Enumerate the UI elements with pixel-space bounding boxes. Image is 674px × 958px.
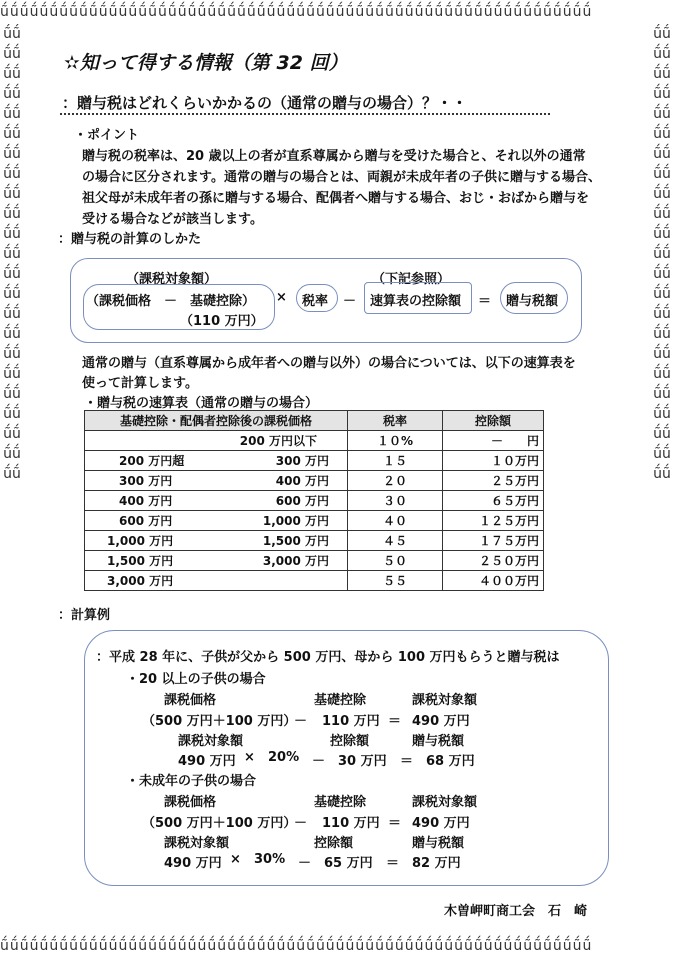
adult-l4-result: 68 万円 xyxy=(426,754,475,769)
ref-label: （下記参照） xyxy=(372,272,451,287)
price-cell: 1,000 万円 1,500 万円 xyxy=(85,531,348,551)
adult-l1-price: 課税価格 xyxy=(164,693,217,708)
deduction-cell: ２５万円 xyxy=(443,471,544,491)
minor-l1-taxable: 課税対象額 xyxy=(412,795,478,810)
page-title: ✫知って得する情報（第 32 回） xyxy=(64,52,348,74)
price-cell: 400 万円 600 万円 xyxy=(85,491,348,511)
table-row xyxy=(85,571,544,591)
minor-l1-price: 課税価格 xyxy=(164,795,217,810)
table-row xyxy=(85,431,544,451)
price-cell: 300 万円 400 万円 xyxy=(85,471,348,491)
price-cell: 200 万円以下 xyxy=(85,431,348,451)
minor-l4-times: × xyxy=(230,852,241,867)
minor-l4-equals: ＝ xyxy=(386,856,400,871)
deduction-cell: ４００万円 xyxy=(443,571,544,591)
deduction-label: 速算表の控除額 xyxy=(370,294,462,309)
price-cell: 3,000 万円 xyxy=(85,571,348,591)
adult-l3-taxable: 課税対象額 xyxy=(178,734,244,749)
footer-author: 木曽岬町商工会 石 崎 xyxy=(444,904,588,919)
rate-cell: １５ xyxy=(348,451,443,471)
border-bottom: ṹṹṹṹṹṹṹṹṹṹṹṹṹṹṹṹṹṹṹṹṹṹṹṹṹṹṹṹṹṹṹṹṹṹṹṹṹṹṹṹṹṹṹṹṹṹṹṹṹṹṹṹṹṹṹṹṹṹṹṹ xyxy=(0,938,593,954)
minor-l3-taxable: 課税対象額 xyxy=(164,836,230,851)
deduction-cell: － 円 xyxy=(443,431,544,451)
table-caption: ・贈与税の速算表（通常の贈与の場合） xyxy=(84,396,319,411)
adult-l1-basic: 基礎控除 xyxy=(314,693,367,708)
page-subtitle: ：贈与税はどれくらいかかるの（通常の贈与の場合）？・・ xyxy=(62,94,468,112)
minor-l1-basic: 基礎控除 xyxy=(314,795,367,810)
rate-cell: ３０ xyxy=(348,491,443,511)
point-line-4: 受ける場合などが該当します。 xyxy=(82,212,263,227)
minor-l4-deduction: 65 万円 xyxy=(324,856,373,871)
rate-label: 税率 xyxy=(302,294,329,309)
price-cell: 200 万円超 300 万円 xyxy=(85,451,348,471)
adult-l2-sum: （500 万円＋100 万円） xyxy=(142,714,297,729)
adult-l4-equals: ＝ xyxy=(400,754,414,769)
adult-l4-times: × xyxy=(244,750,255,765)
deduction-cell: １２５万円 xyxy=(443,511,544,531)
adult-l4-rate: 20% xyxy=(268,750,300,765)
deduction-cell: １７５万円 xyxy=(443,531,544,551)
example-heading: ：計算例 xyxy=(58,608,111,623)
adult-l4-taxable: 490 万円 xyxy=(178,754,236,769)
border-left: ṹṹṹṹṹṹṹṹṹṹṹṹṹṹṹṹṹṹṹṹṹṹṹṹṹṹṹṹṹṹṹṹṹṹṹṹṹṹṹṹṹṹṹṹṹṹ xyxy=(3,26,21,482)
price-cell: 1,500 万円 3,000 万円 xyxy=(85,551,348,571)
note-line-2: 使って計算します。 xyxy=(82,376,198,391)
point-line-1: 贈与税の税率は、20 歳以上の者が直系尊属から贈与を受けた場合と、それ以外の通常 xyxy=(82,149,586,164)
point-line-2: の場合に区分されます。通常の贈与の場合とは、両親が未成年者の子供に贈与する場合、 xyxy=(82,170,601,185)
rate-cell: ２０ xyxy=(348,471,443,491)
basic-deduction: （110 万円） xyxy=(180,314,264,329)
minor-l2-taxable: 490 万円 xyxy=(412,816,470,831)
rate-cell: ４０ xyxy=(348,511,443,531)
times-sign: × xyxy=(276,290,287,305)
result-label: 贈与税額 xyxy=(506,294,559,309)
rate-table xyxy=(84,410,544,591)
adult-l1-taxable: 課税対象額 xyxy=(412,693,478,708)
adult-l2-basic: 110 万円 xyxy=(322,714,380,729)
adult-heading: ・20 以上の子供の場合 xyxy=(126,672,266,687)
adult-l4-deduction: 30 万円 xyxy=(338,754,387,769)
adult-l2-taxable: 490 万円 xyxy=(412,714,470,729)
point-line-3: 祖父母が未成年者の孫に贈与する場合、配偶者へ贈与する場合、おじ・おばから贈与を xyxy=(82,191,590,206)
minor-l2-sum: （500 万円＋100 万円） xyxy=(142,816,297,831)
minor-l4-result: 82 万円 xyxy=(412,856,461,871)
rate-cell: １０% xyxy=(348,431,443,451)
adult-l3-deduction: 控除額 xyxy=(330,734,370,749)
calc-method-heading: ：贈与税の計算のしかた xyxy=(58,232,202,247)
minor-l3-result: 贈与税額 xyxy=(412,836,465,851)
minor-l2-basic: 110 万円 xyxy=(322,816,380,831)
minus-sign: － xyxy=(343,294,357,309)
table-row xyxy=(85,451,544,471)
minor-l4-rate: 30% xyxy=(254,852,286,867)
border-right: ṹṹṹṹṹṹṹṹṹṹṹṹṹṹṹṹṹṹṹṹṹṹṹṹṹṹṹṹṹṹṹṹṹṹṹṹṹṹṹṹṹṹṹṹṹṹ xyxy=(653,26,671,482)
minor-heading: ・未成年の子供の場合 xyxy=(126,774,257,789)
minor-l2-equals: ＝ xyxy=(388,816,402,831)
point-heading: ・ポイント xyxy=(74,128,140,143)
price-cell: 600 万円 1,000 万円 xyxy=(85,511,348,531)
adult-l3-result: 贈与税額 xyxy=(412,734,465,749)
table-header-row xyxy=(85,411,544,431)
note-line-1: 通常の贈与（直系尊属から成年者への贈与以外）の場合については、以下の速算表を xyxy=(82,356,576,371)
header-deduction: 控除額 xyxy=(443,411,544,431)
border-top: ṹṹṹṹṹṹṹṹṹṹṹṹṹṹṹṹṹṹṹṹṹṹṹṹṹṹṹṹṹṹṹṹṹṹṹṹṹṹṹṹṹṹṹṹṹṹṹṹṹṹṹṹṹṹṹṹṹṹṹṹ xyxy=(0,4,593,20)
deduction-cell: １０万円 xyxy=(443,451,544,471)
minor-l2-minus: － xyxy=(294,816,308,831)
header-rate: 税率 xyxy=(348,411,443,431)
minor-l4-minus: － xyxy=(298,856,312,871)
rate-cell: ４５ xyxy=(348,531,443,551)
adult-l2-equals: ＝ xyxy=(388,714,402,729)
formula-left: （課税価格 － 基礎控除） xyxy=(86,294,256,309)
table-row xyxy=(85,491,544,511)
minor-l4-taxable: 490 万円 xyxy=(164,856,222,871)
adult-l4-minus: － xyxy=(312,754,326,769)
taxable-label: （課税対象額） xyxy=(126,272,218,287)
equals-sign: ＝ xyxy=(478,294,492,309)
example-intro: ：平成 28 年に、子供が父から 500 万円、母から 100 万円もらうと贈与税は xyxy=(96,650,560,665)
deduction-cell: ６５万円 xyxy=(443,491,544,511)
rate-cell: ５０ xyxy=(348,551,443,571)
adult-l2-minus: － xyxy=(294,714,308,729)
header-price: 基礎控除・配偶者控除後の課税価格 xyxy=(85,411,348,431)
table-row xyxy=(85,471,544,491)
deduction-cell: ２５０万円 xyxy=(443,551,544,571)
table-row xyxy=(85,551,544,571)
rate-cell: ５５ xyxy=(348,571,443,591)
table-row xyxy=(85,511,544,531)
subtitle-underline xyxy=(60,113,550,115)
table-row xyxy=(85,531,544,551)
minor-l3-deduction: 控除額 xyxy=(314,836,354,851)
